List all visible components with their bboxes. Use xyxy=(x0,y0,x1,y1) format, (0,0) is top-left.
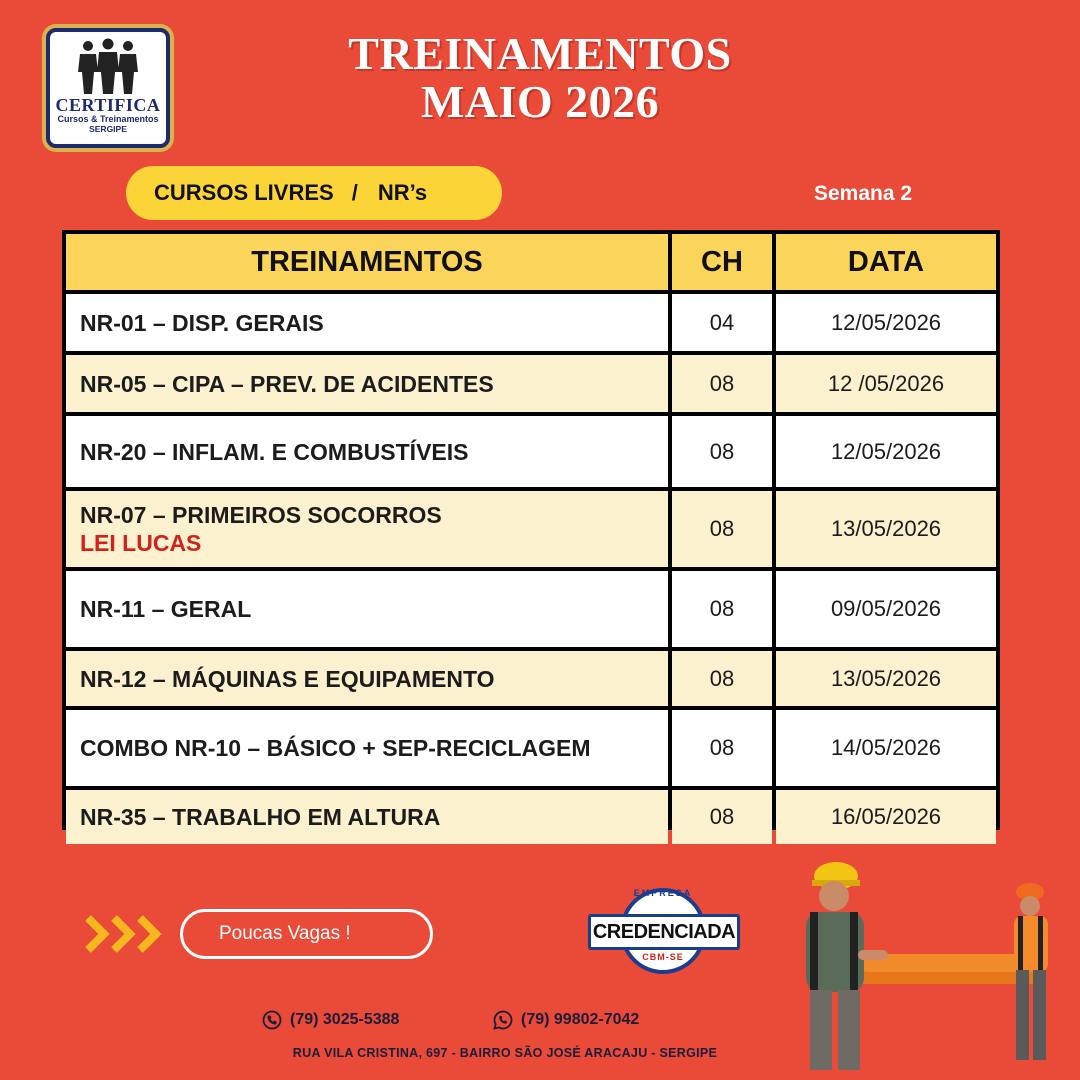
training-name: NR-35 – TRABALHO EM ALTURA xyxy=(80,804,441,830)
row-date: 13/05/2026 xyxy=(776,651,996,706)
whatsapp-number: (79) 99802-7042 xyxy=(521,1011,640,1028)
credenciada-badge xyxy=(584,880,744,980)
logo-name: CERTIFICA xyxy=(55,95,161,115)
row-training-name xyxy=(66,491,668,567)
row-date: 12/05/2026 xyxy=(776,294,996,351)
row-training-name xyxy=(66,416,668,487)
phone-contact[interactable] xyxy=(262,1010,399,1030)
title-line-1: TREINAMENTOS xyxy=(348,28,732,79)
rescue-workers-illustration xyxy=(770,850,1070,1080)
row-date: 09/05/2026 xyxy=(776,571,996,647)
chevrons-right-icon xyxy=(84,912,168,956)
category-pill xyxy=(126,166,502,220)
phone-number: (79) 3025-5388 xyxy=(290,1011,400,1028)
week-label: Semana 2 xyxy=(814,182,913,205)
badge-bottom-text: CBM-SE xyxy=(642,952,684,962)
poucas-vagas-button[interactable]: Poucas Vagas ! xyxy=(180,909,433,959)
logo-state: SERGIPE xyxy=(89,124,127,134)
row-date: 12/05/2026 xyxy=(776,416,996,487)
header-ch: CH xyxy=(672,234,772,290)
header-treinamentos: TREINAMENTOS xyxy=(66,234,668,290)
training-name: NR-11 – GERAL xyxy=(80,596,252,622)
badge-main-text: CREDENCIADA xyxy=(588,914,740,950)
row-ch: 08 xyxy=(672,416,772,487)
row-ch: 08 xyxy=(672,651,772,706)
row-training-name xyxy=(66,294,668,351)
row-ch: 08 xyxy=(672,571,772,647)
training-name: NR-20 – INFLAM. E COMBUSTÍVEIS xyxy=(80,438,469,465)
row-training-name xyxy=(66,571,668,647)
row-ch: 04 xyxy=(672,294,772,351)
whatsapp-contact[interactable] xyxy=(493,1010,639,1030)
phone-icon xyxy=(262,1010,282,1030)
badge-top-text: EMPRESA xyxy=(633,888,693,898)
training-name: NR-05 – CIPA – PREV. DE ACIDENTES xyxy=(80,370,494,397)
row-training-name xyxy=(66,355,668,412)
row-training-name xyxy=(66,710,668,786)
row-date: 12 /05/2026 xyxy=(776,355,996,412)
row-ch: 08 xyxy=(672,710,772,786)
training-name: NR-12 – MÁQUINAS E EQUIPAMENTO xyxy=(80,665,495,692)
row-training-name xyxy=(66,790,668,844)
business-people-icon xyxy=(68,38,148,94)
row-date: 16/05/2026 xyxy=(776,790,996,844)
row-ch: 08 xyxy=(672,790,772,844)
category-separator: / xyxy=(351,180,358,205)
page-title xyxy=(240,30,840,126)
training-name: COMBO NR-10 – BÁSICO + SEP-RECICLAGEM xyxy=(80,735,591,761)
whatsapp-icon xyxy=(493,1010,513,1030)
title-line-2: MAIO 2026 xyxy=(420,76,660,127)
category-right: NR’s xyxy=(377,180,428,205)
header-data: DATA xyxy=(776,234,996,290)
row-date: 13/05/2026 xyxy=(776,491,996,567)
training-note: LEI LUCAS xyxy=(80,530,202,556)
address: RUA VILA CRISTINA, 697 - BAIRRO SÃO JOSÉ ARACAJU - SERGIPE xyxy=(292,1046,718,1060)
row-date: 14/05/2026 xyxy=(776,710,996,786)
row-ch: 08 xyxy=(672,491,772,567)
row-ch: 08 xyxy=(672,355,772,412)
certifica-logo xyxy=(46,28,170,148)
row-training-name xyxy=(66,651,668,706)
training-name: NR-01 – DISP. GERAIS xyxy=(80,309,324,336)
logo-subtitle: Cursos & Treinamentos xyxy=(57,114,159,124)
training-name: NR-07 – PRIMEIROS SOCORROS xyxy=(80,502,442,528)
category-left: CURSOS LIVRES xyxy=(154,180,334,205)
training-table xyxy=(62,230,1000,830)
